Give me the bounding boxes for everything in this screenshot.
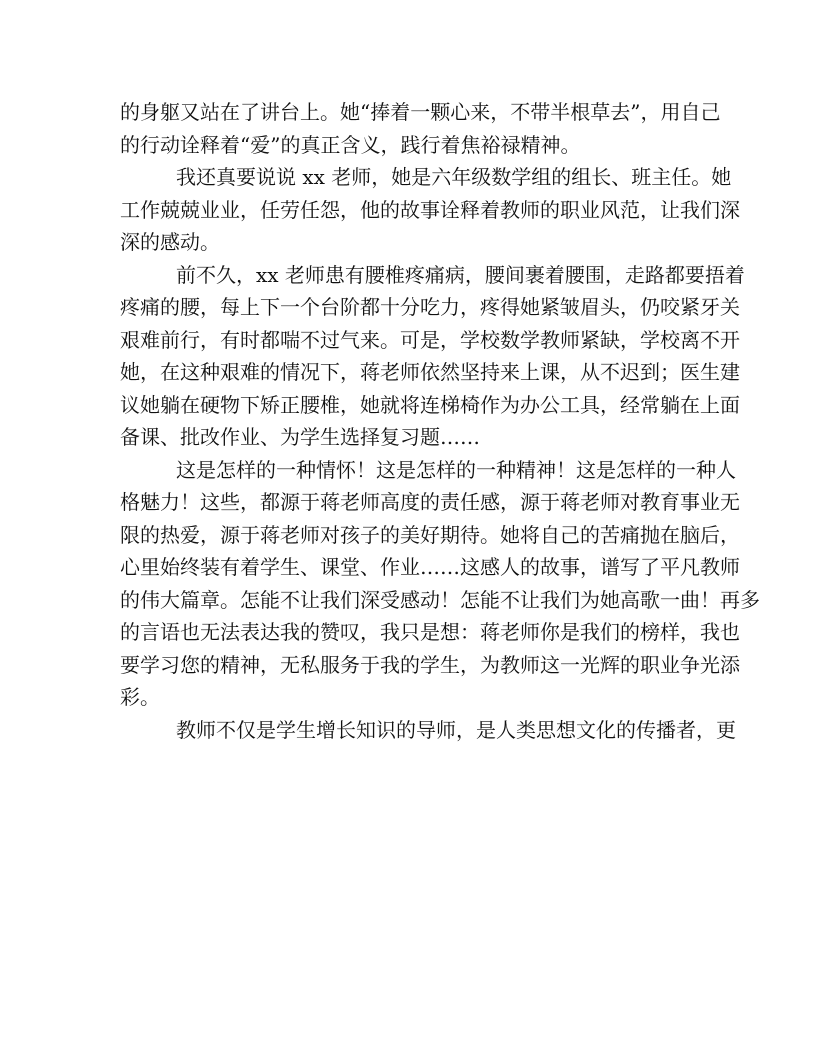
text-line: 疼痛的腰，每上下一个台阶都十分吃力，疼得她紧皱眉头，仍咬紧牙关 [120,295,740,319]
paragraph [120,454,760,714]
text-line: 深的感动。 [120,230,220,254]
paragraph [120,714,736,747]
text-line: 议她躺在硬物下矫正腰椎，她就将连梯椅作为办公工具，经常躺在上面 [120,392,740,417]
text-line: 的行动诠释着“爱”的真正含义，践行着焦裕禄精神。 [120,132,581,157]
document-body [120,96,760,746]
text-line: 工作兢兢业业，任劳任怨，他的故事诠释着教师的职业风范，让我们深 [120,197,740,222]
text-line: 她，在这种艰难的情况下，蒋老师依然坚持来上课，从不迟到；医生建 [120,360,740,384]
text-line: 的伟大篇章。怎能不让我们深受感动！怎能不让我们为她高歌一曲！再多 [120,587,760,612]
paragraph [120,161,740,259]
text-line: 艰难前行，有时都喘不过气来。可是，学校数学教师紧缺，学校离不开 [120,327,740,352]
text-line: 备课、批改作业、为学生选择复习题…… [120,425,480,449]
paragraph [120,96,721,161]
text-line: 的言语也无法表达我的赞叹，我只是想：蒋老师你是我们的榜样，我也 [120,620,740,644]
text-line: 要学习您的精神，无私服务于我的学生，为教师这一光辉的职业争光添 [120,652,740,677]
text-line: 教师不仅是学生增长知识的导师，是人类思想文化的传播者，更 [176,717,736,742]
text-line: 的身躯又站在了讲台上。她“捧着一颗心来，不带半根草去”，用自己 [120,100,721,124]
paragraph-list [120,96,760,746]
text-line: 这是怎样的一种情怀！这是怎样的一种精神！这是怎样的一种人 [176,457,736,482]
text-line: 格魅力！这些，都源于蒋老师高度的责任感，源于蒋老师对教育事业无 [120,490,740,514]
paragraph [120,259,745,454]
text-line: 心里始终装有着学生、课堂、作业……这感人的故事，谱写了平凡教师 [120,555,740,579]
text-line: 彩。 [120,685,160,709]
text-line: 我还真要说说 xx 老师，她是六年级数学组的组长、班主任。她 [176,165,732,189]
text-line: 限的热爱，源于蒋老师对孩子的美好期待。她将自己的苦痛抛在脑后， [120,522,740,547]
text-line: 前不久，xx 老师患有腰椎疼痛病，腰间裹着腰围，走路都要捂着 [176,262,745,287]
